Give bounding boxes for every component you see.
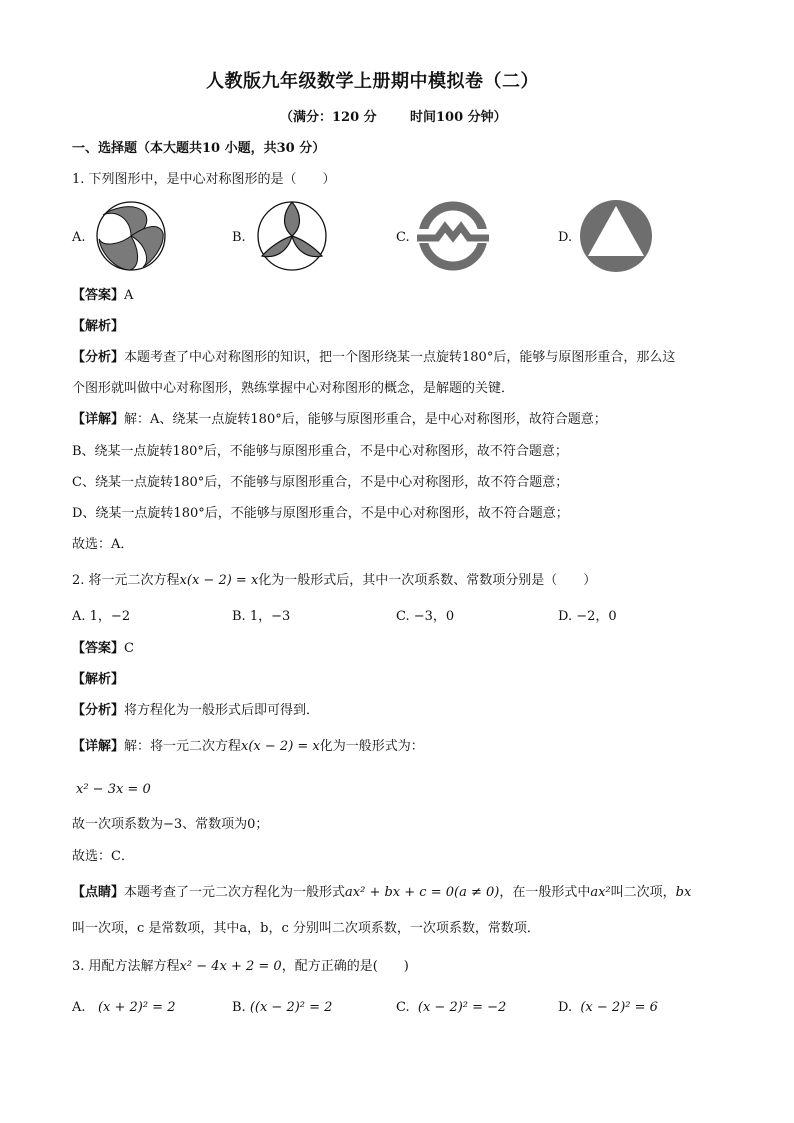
q2-option-b: B. 1，−3 (232, 609, 291, 624)
q2-conclusion: 故选：C． (72, 849, 134, 864)
q1-xiangjie-2: B、绕某一点旋转180°后，不能够与原图形重合，不是中心对称图形，故不符合题意； (72, 444, 568, 459)
q2-stem (72, 572, 596, 590)
q1-option-d-label: D. (558, 230, 573, 245)
q1-xiangjie-4: D、绕某一点旋转180°后，不能够与原图形重合，不是中心对称图形，故不符合题意； (72, 506, 569, 521)
q3-option-d (558, 999, 658, 1017)
xiangjie-b: 化为一般形式为： (319, 739, 424, 754)
dianjing-b: ，在一般形式中 (499, 885, 591, 900)
xiangjie-a: 解：将一元二次方程 (124, 739, 242, 754)
xiangjie-tag: 【详解】 (72, 739, 125, 754)
q2-stem-a: 2. 将一元二次方程 (72, 573, 180, 588)
q2-option-c: C. −3，0 (396, 609, 455, 624)
q2-answer (72, 640, 134, 658)
dianjing-bx: bx (675, 885, 692, 900)
xiangjie-tag: 【详解】 (72, 412, 125, 427)
q2-fenxi (72, 702, 319, 720)
q2-stem-b: 化为一般形式后，其中一次项系数、常数项分别是（ ） (258, 573, 597, 588)
dianjing-equation: ax² + bx + c = 0(a ≠ 0) (345, 885, 500, 900)
page-title: 人教版九年级数学上册期中模拟卷（二） (206, 71, 539, 92)
q2-stem-equation: x(x − 2) = x (179, 573, 259, 588)
xiangjie-text: 解：A、绕某一点旋转180°后，能够与原图形重合，是中心对称图形，故符合题意； (124, 412, 607, 427)
fenxi-tag: 【分析】 (72, 703, 125, 718)
answer-tag: 【答案】 (72, 288, 125, 303)
q3-option-c (396, 999, 506, 1017)
q1-xiangjie-1 (72, 411, 607, 429)
option-letter: D. (558, 1000, 573, 1015)
q2-dianjing-1 (72, 884, 691, 902)
q2-general-form: x² − 3x = 0 (76, 782, 151, 797)
q3-option-b (232, 999, 332, 1017)
fenxi-text: 本题考查了中心对称图形的知识，把一个图形绕某一点旋转180°后，能够与原图形重合，那么这 (124, 350, 676, 365)
q1-answer (72, 287, 133, 305)
dianjing-a: 本题考查了一元二次方程化为一般形式 (124, 885, 346, 900)
q1-stem: 1. 下列图形中，是中心对称图形的是（ ） (72, 172, 336, 187)
q2-result: 故一次项系数为−3、常数项为0； (72, 817, 269, 832)
q2-option-d: D. −2，0 (558, 609, 617, 624)
q1-option-b-label: B. (232, 230, 246, 245)
q1-figure-b (252, 199, 332, 274)
q3-stem-b: ，配方正确的是( ) (281, 959, 409, 974)
q1-option-a-label: A. (72, 230, 86, 245)
q1-jiexi: 【解析】 (72, 319, 125, 334)
option-letter: C. (396, 1000, 410, 1015)
option-expr: (x − 2)² = 6 (580, 1000, 658, 1015)
fenxi-tag: 【分析】 (72, 350, 125, 365)
section-heading: 一、选择题（本大题共10 小题，共30 分） (72, 141, 326, 156)
option-expr: ((x − 2)² = 2 (249, 1000, 333, 1015)
option-expr: (x − 2)² = −2 (417, 1000, 507, 1015)
q3-stem-a: 3. 用配方法解方程 (72, 959, 180, 974)
answer-value: C (124, 641, 134, 656)
answer-value: A (124, 288, 134, 303)
q3-stem-equation: x² − 4x + 2 = 0 (179, 959, 282, 974)
dianjing-ax2: ax² (590, 885, 611, 900)
dianjing-c: 叫二次项， (610, 885, 676, 900)
q3-option-a (72, 999, 175, 1017)
answer-tag: 【答案】 (72, 641, 125, 656)
q1-figure-d (576, 198, 656, 276)
q1-xiangjie-3: C、绕某一点旋转180°后，不能够与原图形重合，不是中心对称图形，故不符合题意； (72, 475, 569, 490)
xiangjie-equation: x(x − 2) = x (241, 739, 320, 754)
option-expr: (x + 2)² = 2 (97, 1000, 176, 1015)
q1-fenxi-2: 个图形就叫做中心对称图形，熟练掌握中心对称图形的概念，是解题的关键． (72, 381, 515, 396)
dianjing-tag: 【点睛】 (72, 885, 125, 900)
q3-stem (72, 958, 409, 976)
q2-option-a: A. 1，−2 (72, 609, 131, 624)
score-info: （满分：120 分 (280, 110, 377, 125)
q1-fenxi-1 (72, 349, 675, 367)
option-letter: A. (72, 1000, 86, 1015)
q2-dianjing-2: 叫一次项，c 是常数项，其中a，b，c 分别叫二次项系数，一次项系数，常数项． (72, 921, 540, 936)
q1-figure-a (91, 199, 171, 274)
option-letter: B. (232, 1000, 246, 1015)
q1-conclusion: 故选：A． (72, 537, 134, 552)
q2-jiexi: 【解析】 (72, 672, 125, 687)
q1-option-c-label: C. (396, 230, 410, 245)
fenxi-text: 将方程化为一般形式后即可得到． (124, 703, 320, 718)
time-info: 时间100 分钟） (410, 110, 507, 125)
q2-xiangjie (72, 738, 424, 756)
q1-figure-c (413, 199, 493, 274)
